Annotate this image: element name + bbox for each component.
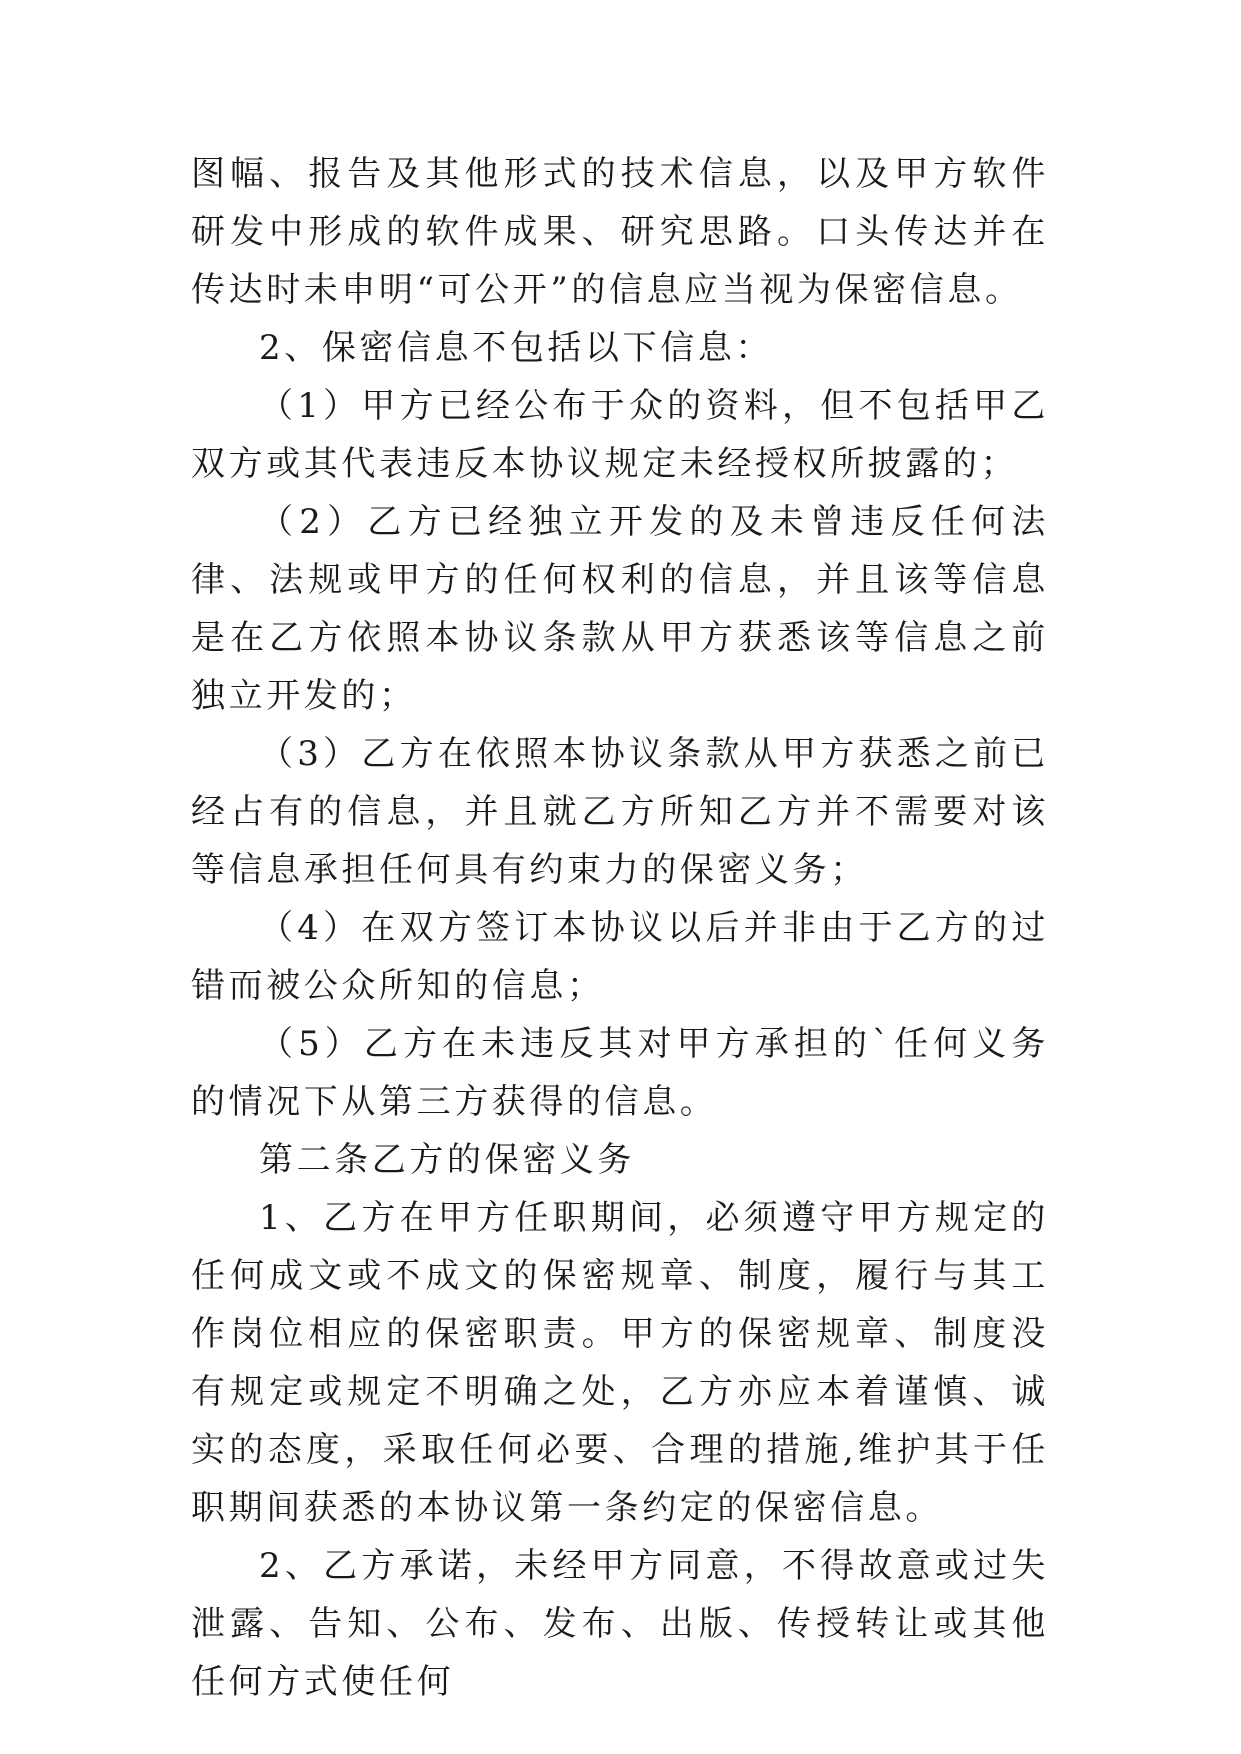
paragraph-continuation: 图幅、报告及其他形式的技术信息，以及甲方软件研发中形成的软件成果、研究思路。口头传达并在传达时未申明“可公开”的信息应当视为保密信息。: [191, 154, 1049, 310]
paragraph-subitem-4: （4）在双方签订本协议以后并非由于乙方的过错而被公众所知的信息；: [191, 908, 1049, 1006]
paragraph-article-2-item-1: 1、乙方在甲方任职期间，必须遵守甲方规定的任何成文或不成文的保密规章、制度，履行与其工作岗位相应的保密职责。甲方的保密规章、制度没有规定或规定不明确之处，乙方亦应本着谨慎、诚实的态度，采取任何必要、合理的措施,维护其于任职期间获悉的本协议第一条约定的保密信息。: [191, 1198, 1049, 1528]
paragraph-subitem-2: （2）乙方已经独立开发的及未曾违反任何法律、法规或甲方的任何权利的信息，并且该等信息是在乙方依照本协议条款从甲方获悉该等信息之前独立开发的；: [191, 502, 1049, 716]
section-heading-article-2: 第二条乙方的保密义务: [259, 1140, 635, 1180]
paragraph-subitem-5: （5）乙方在未违反其对甲方承担的`任何义务的情况下从第三方获得的信息。: [191, 1024, 1049, 1122]
paragraph-subitem-3: （3）乙方在依照本协议条款从甲方获悉之前已经占有的信息，并且就乙方所知乙方并不需要对该等信息承担任何具有约束力的保密义务；: [191, 734, 1049, 890]
paragraph-subitem-1: （1）甲方已经公布于众的资料，但不包括甲乙双方或其代表违反本协议规定未经授权所披露的；: [191, 386, 1049, 484]
paragraph-article-2-item-2: 2、乙方承诺，未经甲方同意，不得故意或过失泄露、告知、公布、发布、出版、传授转让或其他任何方式使任何: [191, 1546, 1049, 1702]
document-body: [191, 145, 1049, 1711]
paragraph-item-2-heading: 2、保密信息不包括以下信息：: [259, 328, 774, 368]
